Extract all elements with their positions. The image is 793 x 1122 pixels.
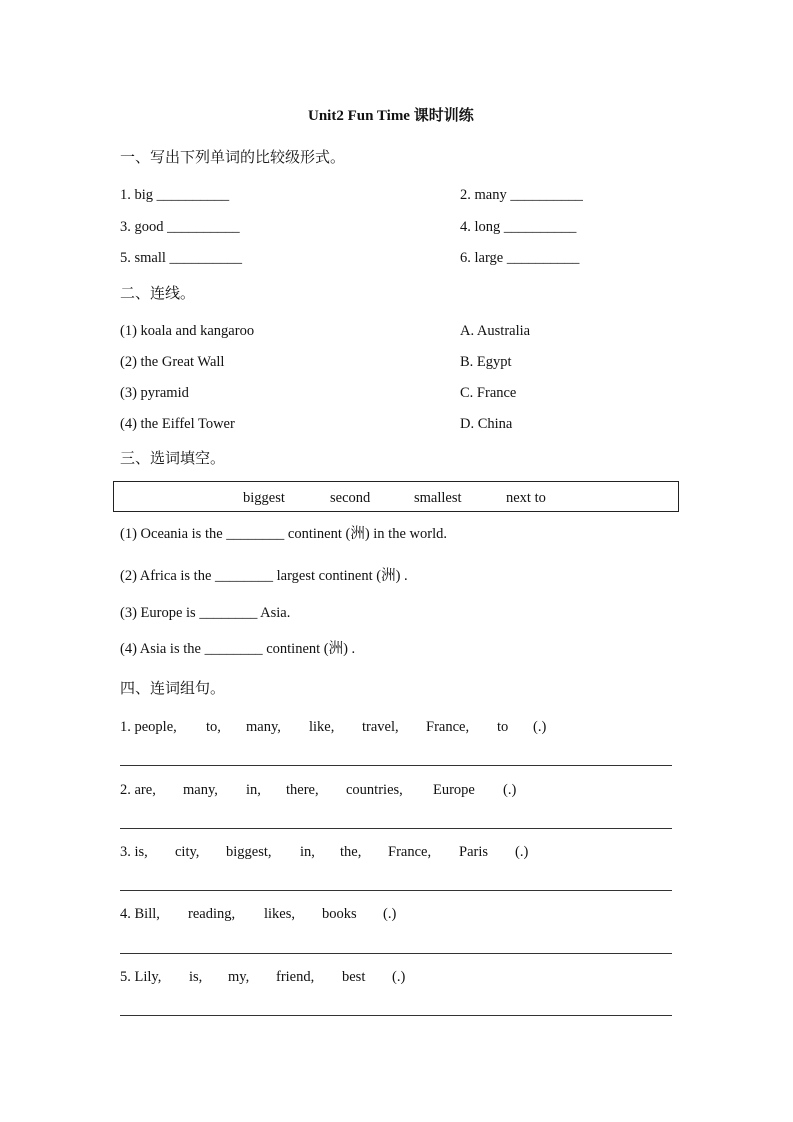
word-bank-item: smallest <box>414 490 462 506</box>
scramble-word: 5. Lily, <box>120 969 162 985</box>
word-bank-item: second <box>330 490 371 506</box>
match-right-b: B. Egypt <box>460 354 512 370</box>
scramble-word: the, <box>340 844 362 860</box>
scramble-word: (.) <box>383 906 397 922</box>
item-good: 3. good __________ <box>120 219 240 235</box>
scramble-word: France, <box>388 844 432 860</box>
scramble-word: there, <box>286 782 319 798</box>
scramble-word: (.) <box>515 844 529 860</box>
match-left-2: (2) the Great Wall <box>120 354 225 370</box>
item-big: 1. big __________ <box>120 187 230 203</box>
match-right-a: A. Australia <box>460 323 531 339</box>
scramble-word: Europe <box>433 782 475 798</box>
scramble-word: reading, <box>188 906 236 922</box>
scramble-word: travel, <box>362 719 399 735</box>
section3-heading: 三、选词填空。 <box>120 451 226 467</box>
word-bank-item: biggest <box>243 490 285 506</box>
answer-line <box>120 828 672 829</box>
scramble-word: many, <box>183 782 218 798</box>
scramble-word: many, <box>246 719 281 735</box>
answer-line <box>120 1015 672 1016</box>
item-long: 4. long __________ <box>460 219 577 235</box>
match-left-3: (3) pyramid <box>120 385 189 401</box>
item-small: 5. small __________ <box>120 250 243 266</box>
scramble-word: (.) <box>533 719 547 735</box>
match-left-1: (1) koala and kangaroo <box>120 323 255 339</box>
scramble-word: countries, <box>346 782 403 798</box>
match-right-c: C. France <box>460 385 517 401</box>
worksheet-title: Unit2 Fun Time 课时训练 <box>308 108 474 124</box>
scramble-word: is, <box>189 969 203 985</box>
scramble-word: 2. are, <box>120 782 156 798</box>
section1-heading: 一、写出下列单词的比较级形式。 <box>120 150 346 166</box>
item-large: 6. large __________ <box>460 250 580 266</box>
scramble-word: to <box>497 719 509 735</box>
scramble-word: to, <box>206 719 221 735</box>
scramble-word: (.) <box>392 969 406 985</box>
scramble-word: 4. Bill, <box>120 906 160 922</box>
scramble-word: like, <box>309 719 335 735</box>
fill-sentence-3: (3) Europe is ________ Asia. <box>120 605 291 621</box>
scramble-word: city, <box>175 844 200 860</box>
scramble-word: Paris <box>459 844 488 860</box>
scramble-word: 3. is, <box>120 844 148 860</box>
scramble-word: in, <box>246 782 261 798</box>
word-bank-item: next to <box>506 490 546 506</box>
answer-line <box>120 765 672 766</box>
scramble-word: biggest, <box>226 844 272 860</box>
match-left-4: (4) the Eiffel Tower <box>120 416 235 432</box>
answer-line <box>120 953 672 954</box>
answer-line <box>120 890 672 891</box>
match-right-d: D. China <box>460 416 513 432</box>
scramble-word: France, <box>426 719 470 735</box>
item-many: 2. many __________ <box>460 187 583 203</box>
fill-sentence-1: (1) Oceania is the ________ continent (洲) in the world. <box>120 526 447 542</box>
section2-heading: 二、连线。 <box>120 286 196 302</box>
scramble-word: 1. people, <box>120 719 177 735</box>
scramble-word: books <box>322 906 357 922</box>
word-bank-box <box>113 481 679 512</box>
fill-sentence-2: (2) Africa is the ________ largest continent (洲) . <box>120 568 408 584</box>
section4-heading: 四、连词组句。 <box>120 681 226 697</box>
fill-sentence-4: (4) Asia is the ________ continent (洲) . <box>120 641 356 657</box>
scramble-word: in, <box>300 844 315 860</box>
scramble-word: friend, <box>276 969 315 985</box>
scramble-word: my, <box>228 969 250 985</box>
scramble-word: (.) <box>503 782 517 798</box>
scramble-word: best <box>342 969 366 985</box>
scramble-word: likes, <box>264 906 296 922</box>
